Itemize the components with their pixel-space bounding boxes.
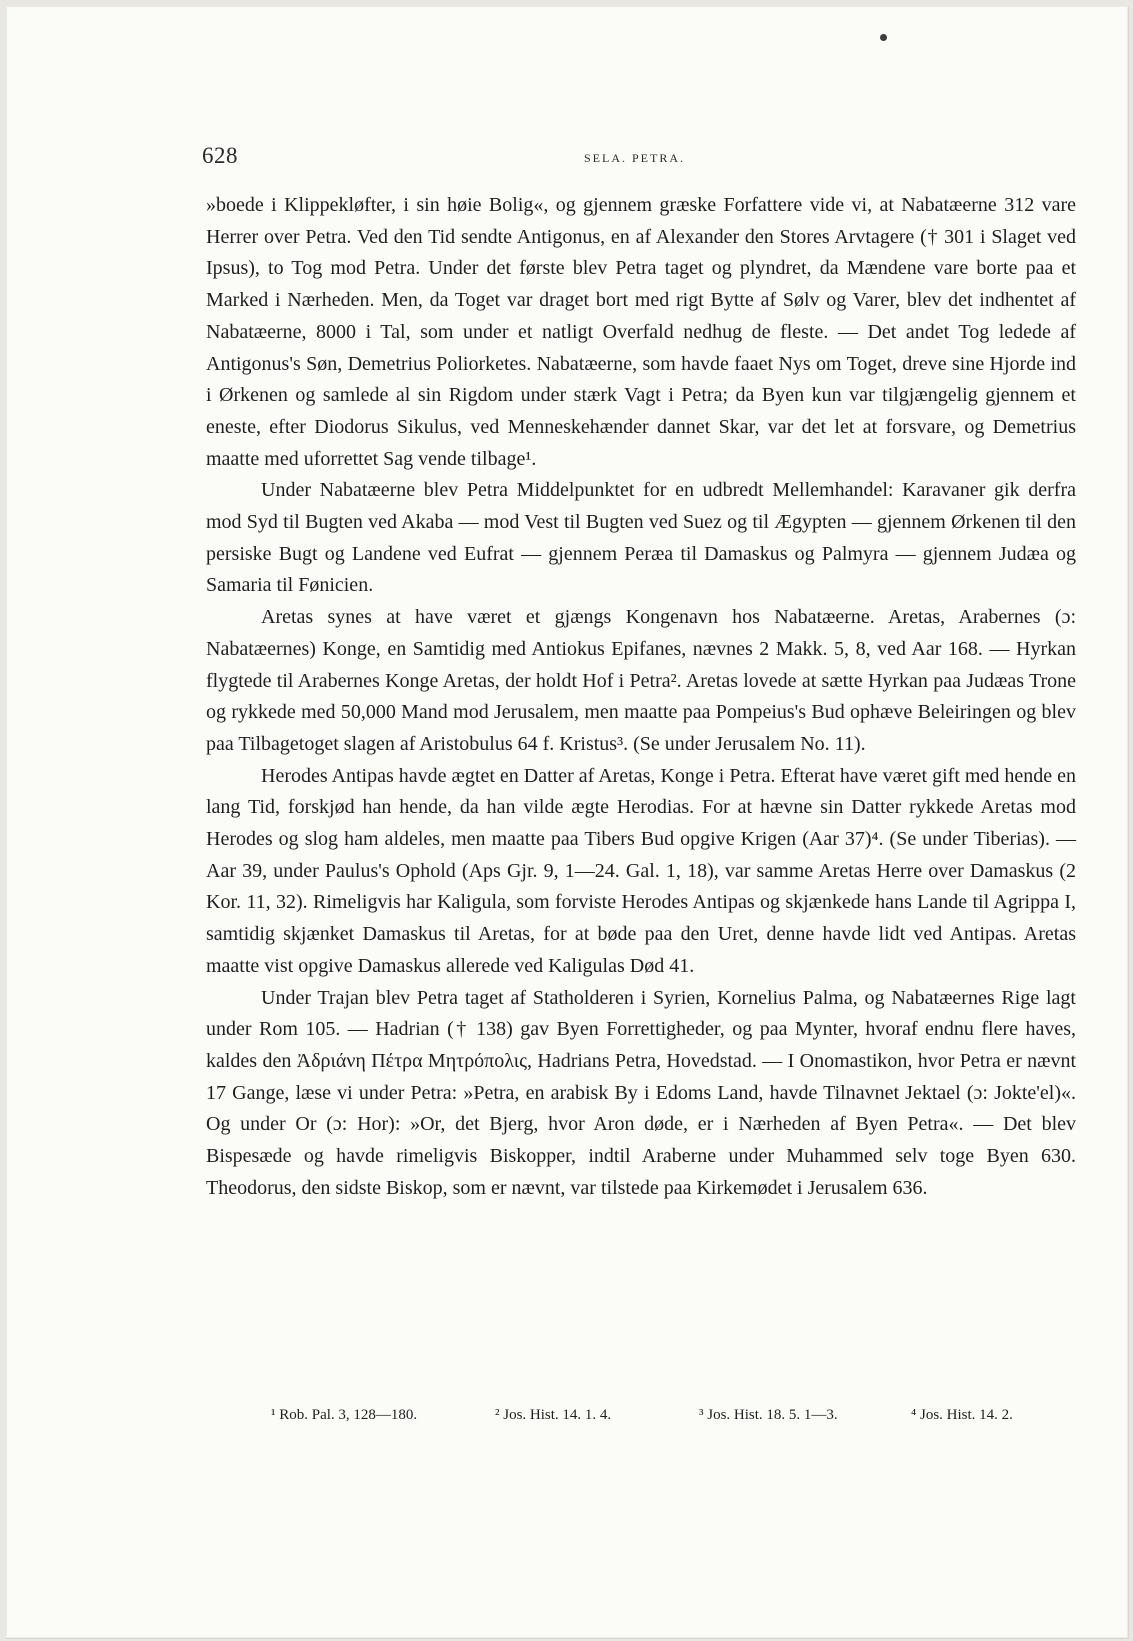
page-number: 628: [202, 143, 238, 168]
paragraph: Under Trajan blev Petra taget af Statholderen i Syrien, Kornelius Palma, og Nabatæernes Rige lagt under Rom 105. — Hadrian († 138) gav Byen Forrettigheder, og paa Mynter, hvoraf endnu flere haves, kaldes den Ἀδριάνη Πέτρα Μητρόπολις, Hadrians Petra, Hovedstad. — I Onomastikon, hvor Petra er nævnt 17 Gange, læse vi under Petra: »Petra, en arabisk By i Edoms Land, havde Tilnavnet Jektael (ɔ: Jokte'el)«. Og under Or (ɔ: Hor): »Or, det Bjerg, hvor Aron døde, er i Nærheden af Byen Petra«. — Det blev Bispesæde og havde rimeligvis Biskopper, indtil Araberne under Muhammed selv toge Byen 630. Theodorus, den sidste Biskop, som er nævnt, var tilstede paa Kirkemødet i Jerusalem 636.: [206, 986, 1076, 1199]
page-sheet: [6, 6, 1129, 1639]
paragraph: Herodes Antipas havde ægtet en Datter af Aretas, Konge i Petra. Efterat have været gift med hende en lang Tid, forskjød han hende, da han vilde ægte Herodias. For at hævne sin Datter rykkede Aretas mod Herodes og slog ham aldeles, men maatte paa Tibers Bud opgive Krigen (Aar 37)⁴. (Se under Tiberias). — Aar 39, under Paulus's Ophold (Aps Gjr. 9, 1—24. Gal. 1, 18), var samme Aretas Herre over Damaskus (2 Kor. 11, 32). Rimeligvis har Kaligula, som forviste Herodes Antipas og skjænkede hans Lande til Agrippa I, samtidig skjænket Damaskus til Aretas, for at bøde paa den Uret, denne havde lidt ved Antipas. Aretas maatte vist opgive Damaskus allerede ved Kaligulas Død 41.: [206, 764, 1076, 977]
page-header: [202, 143, 1082, 173]
body-text: [206, 190, 1076, 1205]
paragraph: Under Nabatæerne blev Petra Middelpunktet for en udbredt Mellemhandel: Karavaner gik derfra mod Syd til Bugten ved Akaba — mod Vest til Bugten ved Suez og til Ægypten — gjennem Ørkenen til den persiske Bugt og Landene ved Eufrat — gjennem Peræa til Damaskus og Palmyra — gjennem Judæa og Samaria til Fønicien.: [206, 479, 1076, 597]
footnotes: [271, 1407, 1101, 1431]
footnote: ⁴ Jos. Hist. 14. 2.: [911, 1407, 1013, 1423]
paragraph: »boede i Klippekløfter, i sin høie Bolig«, og gjennem græske Forfattere vide vi, at Nabatæerne 312 vare Herrer over Petra. Ved den Tid sendte Antigonus, en af Alexander den Stores Arvtagere († 301 i Slaget ved Ipsus), to Tog mod Petra. Under det første blev Petra taget og plyndret, da Mændene vare borte paa et Marked i Nærheden. Men, da Toget var draget bort med rigt Bytte af Sølv og Varer, blev det indhentet af Nabatæerne, 8000 i Tal, som under et natligt Overfald nedhug de fleste. — Det andet Tog ledede af Antigonus's Søn, Demetrius Poliorketes. Nabatæerne, som havde faaet Nys om Toget, dreve sine Hjorde ind i Ørkenen og samlede al sin Rigdom under stærk Vagt i Petra; da Byen kun var tilgjængelig gjennem et eneste, efter Diodorus Sikulus, ved Menneskehænder dannet Skar, var det let at forsvare, og Demetrius maatte med uforrettet Sag vende tilbage¹.: [206, 194, 1076, 470]
paragraph: Aretas synes at have været et gjængs Kongenavn hos Nabatæerne. Aretas, Arabernes (ɔ: Nabatæernes) Konge, en Samtidig med Antiokus Epifanes, nævnes 2 Makk. 5, 8, ved Aar 168. — Hyrkan flygtede til Arabernes Konge Aretas, der holdt Hof i Petra². Aretas lovede at sætte Hyrkan paa Judæas Trone og rykkede med 50,000 Mand mod Jerusalem, men maatte paa Pompeius's Bud ophæve Beleiringen og blev paa Tilbagetoget slagen af Aristobulus 64 f. Kristus³. (Se under Jerusalem No. 11).: [206, 606, 1076, 755]
footnote: ³ Jos. Hist. 18. 5. 1—3.: [699, 1407, 838, 1423]
footnote: ² Jos. Hist. 14. 1. 4.: [495, 1407, 612, 1423]
ink-dot: [880, 34, 887, 41]
running-head: SELA. PETRA.: [584, 151, 686, 165]
footnote: ¹ Rob. Pal. 3, 128—180.: [271, 1407, 418, 1423]
